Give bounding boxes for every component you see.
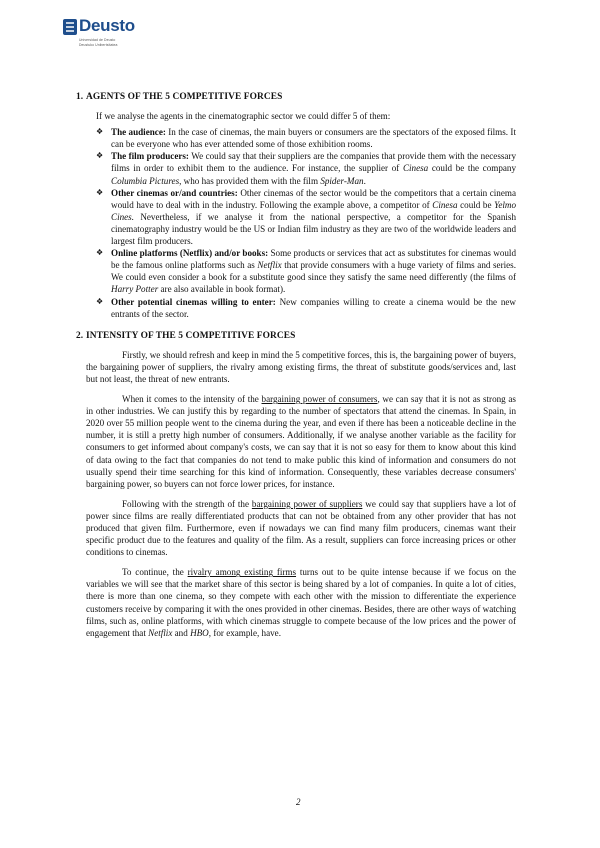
list-item-potential-entrants	[96, 296, 516, 320]
italic-term: Netflix	[257, 260, 282, 271]
italic-term: Spider-Man	[320, 175, 364, 186]
bullet-text: .	[363, 175, 366, 186]
underlined-term: bargaining power of consumers	[261, 394, 378, 405]
italic-term: HBO	[190, 627, 209, 638]
bullet-text: could be	[457, 199, 495, 210]
paragraph-text: , we can say that it is not as strong as in other industries. We can justify this by regarding to the number of spectators that attend the cinemas. In Spain, in 2020 over 55 million people went to the cinema during the year, and even if there has been a noticeable decline in the number, it is still a pretty high number of consumers. Additionally, if we analyse another variable as the facility for consumers to get informed about company's costs, we can say that it is not so easy for them to know about this kind of data owing to the fact that companies do not tend to make public this kind of information and consumers do not usually spend their time searching for this kind of information. Consequently, these variables decrease consumers' bargaining power, so buyers can not force lower prices, for instance.	[86, 394, 516, 489]
section-title: INTENSITY OF THE 5 COMPETITIVE FORCES	[86, 330, 296, 341]
document-body	[76, 91, 517, 639]
list-item-other-cinemas	[96, 187, 517, 247]
paragraph-consumers	[86, 393, 516, 490]
list-item-audience	[96, 126, 516, 150]
bullet-text: We could say that their suppliers are the companies that provide them with the necessary films in order to exhibit them to the audience. For instance, the supplier of	[111, 151, 517, 174]
bullet-text: In the case of cinemas, the main buyers or consumers are the spectators of the exposed films. It can be everyone who has ever attended some of those exhibition rooms.	[111, 127, 516, 150]
italic-term: Netflix	[148, 627, 173, 638]
paragraph-text: When it comes to the intensity of the	[122, 394, 262, 405]
bullet-text: are also available in book format).	[158, 284, 286, 295]
agents-list	[86, 126, 516, 320]
logo-subtitle-2: Deustuko Unibertsitatea	[79, 43, 118, 47]
section-heading-2	[76, 330, 516, 342]
paragraph-text: turns out to be quite intense because if we focus on the variables we will see that the market share of this sector is being shared by a lot of companies. In quite a lot of cities, there is more than one cinema, so they compete with each other with the mission to differentiate the experience customers receive by comparing it with the ones provided in other cinemas. Besides, there are other ways of watching films, such as, online platforms, with which cinemas struggle to compete because of the low prices and the power of engagement that	[86, 567, 517, 638]
paragraph-forces-recap: Firstly, we should refresh and keep in mind the 5 competitive forces, this is, the bargaining power of buyers, the bargaining power of suppliers, the rivalry among existing firms, the threat of substitute goods/services and, last but not least, the threat of new entrants.	[86, 349, 516, 384]
italic-term: Yelmo Cines.	[111, 199, 517, 222]
italic-term: Cinesa	[402, 163, 429, 174]
diamond-bullet-icon: ❖	[96, 187, 104, 197]
bullet-text: that provide consumers with a huge variety of films and series. We could even consider a book for a substitute good since they satisfy the same need differently (the films of	[111, 260, 516, 283]
bullet-text: could be the company	[428, 163, 517, 174]
diamond-bullet-icon: ❖	[96, 151, 104, 161]
university-logo	[62, 16, 162, 50]
underlined-term: rivalry among existing firms	[187, 567, 297, 578]
page-number: 2	[296, 797, 301, 807]
paragraph-text: Following with the strength of the	[122, 498, 252, 509]
section-number: 1.	[76, 92, 84, 102]
bullet-text: New companies willing to create a cinema would be the new entrants of the sector.	[111, 296, 516, 319]
paragraph-rivalry	[86, 566, 516, 639]
section-intro: If we analyse the agents in the cinematographic sector we could differ 5 of them:	[96, 111, 391, 122]
paragraph-suppliers	[86, 498, 516, 558]
bullet-text: Other cinemas of the sector would be the competitors that a certain cinema would have to deal with in the industry. Following the example above, a competitor of	[111, 187, 516, 210]
logo-wordmark: Deusto	[79, 16, 135, 35]
section-agents	[76, 91, 517, 320]
section-title: AGENTS OF THE 5 COMPETITIVE FORCES	[86, 92, 283, 102]
list-item-online-platforms	[96, 247, 516, 295]
paragraph-text: , for example, have.	[208, 627, 281, 638]
bullet-label: Other cinemas or/and countries:	[111, 187, 238, 198]
bullet-label: Online platforms (Netflix) and/or books:	[111, 248, 269, 259]
italic-term: Columbia Pictures	[111, 175, 180, 186]
bullet-text: , who has provided them with the film	[179, 175, 321, 186]
italic-term: Cinesa	[432, 199, 458, 210]
bullet-text: Nevertheless, if we analyse it from the national perspective, a competitor for the Spanish cinematography industry would be the US or Indian film industry as they are two of the worldwide leaders and largest film producers.	[111, 211, 516, 247]
underlined-term: bargaining power of suppliers	[251, 498, 363, 509]
paragraph-text: and	[172, 627, 191, 638]
italic-term: Harry Potter	[111, 284, 159, 295]
section-heading-1	[76, 91, 516, 103]
diamond-bullet-icon: ❖	[96, 127, 104, 137]
bullet-text: Some products or services that act as substitutes for cinemas would be the famous online platforms such as	[111, 248, 516, 271]
logo-subtitle-1: Universidad de Deusto	[79, 38, 116, 42]
diamond-bullet-icon: ❖	[96, 248, 104, 258]
list-item-film-producers	[96, 150, 517, 186]
paragraph-text: To continue, the	[122, 567, 188, 578]
section-intensity	[76, 330, 517, 639]
bullet-label: The audience:	[111, 127, 166, 138]
section-number: 2.	[76, 330, 84, 341]
crest-icon	[62, 18, 78, 36]
bullet-label: The film producers:	[111, 151, 189, 162]
diamond-bullet-icon: ❖	[96, 296, 104, 306]
bullet-label: Other potential cinemas willing to enter:	[111, 296, 276, 307]
paragraph-text: we could say that suppliers have a lot of power since films are really differentiated products that can not be obtained from any other provider that has not produced that given film. Furthermore, even if nowadays we can find many film producers, cinemas want their specific product due to the features and quality of the film. As a result, suppliers can force increasing prices or other conditions to cinemas.	[86, 498, 516, 558]
